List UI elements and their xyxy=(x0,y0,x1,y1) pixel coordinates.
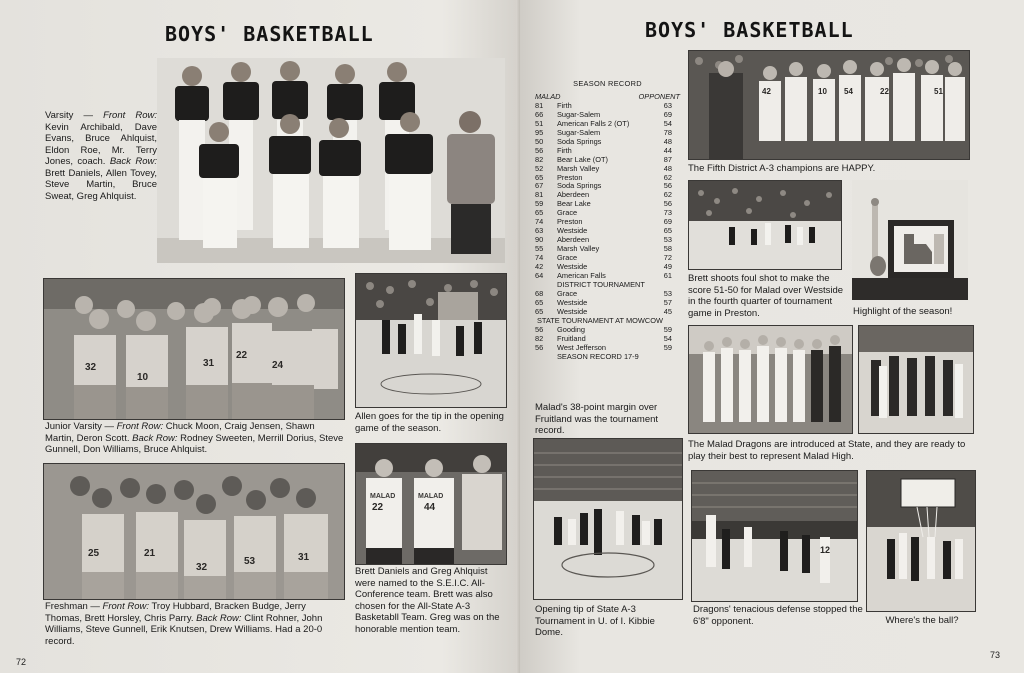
varsity-team-photo xyxy=(157,58,505,263)
introduced-at-state-photo-1 xyxy=(688,325,853,434)
malad-column-label: MALAD xyxy=(535,91,561,101)
malad-score: 66 xyxy=(535,109,544,119)
freshman-caption xyxy=(45,601,345,647)
opponent-score: 73 xyxy=(663,208,672,218)
champions-jersey-number: 10 xyxy=(818,87,827,96)
freshman-jersey-numbers xyxy=(80,548,320,573)
left-page-number: 72 xyxy=(16,657,27,667)
opponent-score: 53 xyxy=(663,235,672,245)
freshman-back-row-label: Back Row: xyxy=(196,612,242,624)
opponent-name: Sugar-Salem xyxy=(557,127,601,137)
opponent-score: 53 xyxy=(663,288,672,298)
freshman-jersey-number: 21 xyxy=(144,548,156,559)
opponent-score: 61 xyxy=(663,271,672,281)
opponent-name: Aberdeen xyxy=(557,190,590,200)
opening-tip-photo xyxy=(533,438,683,600)
champions-jersey-number: 51 xyxy=(934,87,943,96)
malad-score: 55 xyxy=(535,244,544,254)
freshman-jersey-number: 31 xyxy=(298,552,310,563)
malad-score: 64 xyxy=(535,271,544,281)
malad-score: 56 xyxy=(535,342,544,352)
malad-score: 56 xyxy=(535,324,544,334)
malad-score: 82 xyxy=(535,333,544,343)
season-record xyxy=(535,80,680,362)
trophy-photo xyxy=(852,180,968,300)
malad-score: 81 xyxy=(535,190,544,200)
opponent-column-label: OPPONENT xyxy=(638,91,680,101)
malad-score: 63 xyxy=(535,226,544,236)
champions-caption: The Fifth District A-3 champions are HAPPY. xyxy=(688,163,876,174)
freshman-team-photo xyxy=(43,463,345,600)
district-tournament-games xyxy=(535,290,680,317)
opponent-score: 54 xyxy=(663,333,672,343)
opponent-name: American Falls xyxy=(557,271,606,281)
left-page-title: BOYS' BASKETBALL xyxy=(165,22,374,46)
opponent-score: 69 xyxy=(663,109,672,119)
opponent-name: Grace xyxy=(557,288,578,298)
opponent-score: 59 xyxy=(663,342,672,352)
opponent-score: 57 xyxy=(663,297,672,307)
opponent-name: Fruitland xyxy=(557,333,586,343)
freshman-jersey-number: 53 xyxy=(244,556,256,567)
opponent-name: Soda Springs xyxy=(557,136,602,146)
opponent-score: 78 xyxy=(663,127,672,137)
foul-shot-caption: Brett shoots foul shot to make the score 51-50 for Malad over Westside in the fourth quarter of tournament game in Preston. xyxy=(688,273,844,319)
opponent-score: 87 xyxy=(663,154,672,164)
defense-photo xyxy=(691,470,858,602)
malad-score: 51 xyxy=(535,118,544,128)
opponent-score: 56 xyxy=(663,199,672,209)
freshman-jersey-number: 25 xyxy=(88,548,100,559)
opponent-name: Westside xyxy=(557,297,588,307)
malad-score: 56 xyxy=(535,145,544,155)
opponent-score: 62 xyxy=(663,172,672,182)
opponent-name: Sugar-Salem xyxy=(557,109,601,119)
varsity-back-row-label: Back Row: xyxy=(109,156,157,167)
jv-caption xyxy=(45,421,345,456)
malad-score: 74 xyxy=(535,253,544,263)
champions-jersey-number: 42 xyxy=(762,87,771,96)
opponent-name: Bear Lake (OT) xyxy=(557,154,608,164)
allconf-jersey-number: 44 xyxy=(424,502,436,513)
varsity-caption xyxy=(45,110,157,202)
opponent-name: West Jefferson xyxy=(557,342,607,352)
jv-jersey-number: 31 xyxy=(203,358,215,369)
jv-front-row-label: Front Row: xyxy=(116,421,164,432)
malad-score: 67 xyxy=(535,181,544,191)
malad-score: 52 xyxy=(535,163,544,173)
malad-score: 82 xyxy=(535,154,544,164)
state-tournament-heading: STATE TOURNAMENT AT MOWCOW xyxy=(537,315,663,325)
opponent-score: 49 xyxy=(663,262,672,272)
all-conference-caption: Brett Daniels and Greg Ahlquist were named to the S.E.I.C. All-Conference team. Brett was also chosen for the All-State A-3 Basketabll Team. Greg was on the honorable mention team. xyxy=(355,566,500,635)
freshman-front-row-label: Front Row: xyxy=(102,601,150,612)
opponent-score: 48 xyxy=(663,163,672,173)
final-season-record: SEASON RECORD 17-9 xyxy=(557,351,639,361)
opponent-name: American Falls 2 (OT) xyxy=(557,118,630,128)
opponent-name: Firth xyxy=(557,100,572,110)
regular-season-games xyxy=(535,102,680,281)
opponent-name: Westside xyxy=(557,262,588,272)
allconf-team-text-2: MALAD xyxy=(418,493,444,500)
opponent-name: Grace xyxy=(557,208,578,218)
jv-front-row-names: Chuck Moon, Craig Jensen, Shawn Martin, Deron Scott. xyxy=(45,421,315,444)
introduced-at-state-photo-2 xyxy=(858,325,974,434)
opponent-name: Soda Springs xyxy=(557,181,602,191)
varsity-front-row-names: Kevin Archibald, Dave Evans, Bruce Ahlquist, Eldon Roe, Mr. Terry Jones, coach. xyxy=(45,121,157,167)
malad-score: 90 xyxy=(535,235,544,245)
highlight-caption: Highlight of the season! xyxy=(853,306,953,317)
opponent-score: 56 xyxy=(663,181,672,191)
varsity-caption-intro: Varsity — xyxy=(45,110,104,121)
district-tournament-heading: DISTRICT TOURNAMENT xyxy=(557,279,645,289)
jv-jersey-number: 10 xyxy=(137,372,149,383)
season-record-heading: SEASON RECORD xyxy=(573,79,642,88)
malad-score: 65 xyxy=(535,306,544,316)
opponent-score: 44 xyxy=(663,145,672,155)
opponent-score: 63 xyxy=(663,100,672,110)
opponent-name: Bear Lake xyxy=(557,199,591,209)
malad-score: 59 xyxy=(535,199,544,209)
opponent-score: 48 xyxy=(663,136,672,146)
champions-jersey-number: 22 xyxy=(880,87,889,96)
malad-score: 68 xyxy=(535,288,544,298)
jv-jersey-number: 32 xyxy=(85,362,97,373)
opponent-name: Firth xyxy=(557,145,572,155)
opponent-name: Grace xyxy=(557,253,578,263)
freshman-caption-intro: Freshman — xyxy=(45,601,103,612)
malad-score: 95 xyxy=(535,127,544,137)
opponent-name: Preston xyxy=(557,172,583,182)
allconf-jersey-number: 22 xyxy=(372,502,384,513)
opponent-name: Marsh Valley xyxy=(557,244,600,254)
jv-jersey-numbers xyxy=(73,350,313,383)
wheres-the-ball-caption: Where's the ball? xyxy=(885,615,959,626)
freshman-jersey-number: 32 xyxy=(196,562,208,573)
opponent-name: Marsh Valley xyxy=(557,163,600,173)
malad-score: 65 xyxy=(535,297,544,307)
opponent-score: 54 xyxy=(663,118,672,128)
foul-shot-photo xyxy=(688,180,842,270)
opening-tip-caption: Opening tip of State A-3 Tournament in U. of I. Kibbie Dome. xyxy=(535,604,655,638)
champions-photo xyxy=(688,50,970,160)
right-page-title: BOYS' BASKETBALL xyxy=(645,18,854,42)
opponent-name: Aberdeen xyxy=(557,235,590,245)
opponent-name: Westside xyxy=(557,226,588,236)
freshman-front-row-names: Troy Hubbard, Bracken Budge, Jerry Thomas, Brett Horsley, Chris Parry. xyxy=(45,601,306,624)
margin-caption: Malad's 38-point margin over Fruitland was the tournament record. xyxy=(535,402,659,436)
malad-score: 65 xyxy=(535,172,544,182)
jv-jersey-number: 22 xyxy=(236,350,248,361)
tip-caption: Allen goes for the tip in the opening game of the season. xyxy=(355,411,504,434)
introduced-caption: The Malad Dragons are introduced at State, and they are ready to play their best to represent Malad High. xyxy=(688,439,966,462)
malad-score: 81 xyxy=(535,100,544,110)
opponent-score: 59 xyxy=(663,324,672,334)
opponent-name: Preston xyxy=(557,217,583,227)
opponent-name: Gooding xyxy=(557,324,585,334)
opponent-score: 69 xyxy=(663,217,672,227)
champions-jersey-number: 54 xyxy=(844,87,853,96)
tip-off-photo xyxy=(355,273,507,408)
malad-score: 42 xyxy=(535,262,544,272)
opponent-score: 62 xyxy=(663,190,672,200)
varsity-front-row-label: Front Row: xyxy=(103,110,157,121)
jv-back-row-label: Back Row: xyxy=(132,432,178,444)
state-tournament-games xyxy=(535,326,680,353)
opponent-name: Westside xyxy=(557,306,588,316)
allconf-team-text: MALAD xyxy=(370,493,396,500)
opponent-score: 45 xyxy=(663,306,672,316)
varsity-back-row-names: Brett Daniels, Allen Tovey, Steve Martin, Bruce Sweat, Greg Ahlquist. xyxy=(45,167,157,202)
right-page-number: 73 xyxy=(990,650,1001,660)
freshman-back-row-names: Clint Rohner, John Williams, Steve Gunnell, Erik Knutsen, Drew Williams. Had a 20-0 record. xyxy=(45,612,323,647)
malad-score: 65 xyxy=(535,208,544,218)
malad-score: 50 xyxy=(535,136,544,146)
junior-varsity-team-photo xyxy=(43,278,345,420)
opponent-score: 65 xyxy=(663,226,672,236)
jv-caption-intro: Junior Varsity — xyxy=(45,421,117,432)
opponent-score: 58 xyxy=(663,244,672,254)
jv-back-row-names: Rodney Sweeten, Merrill Dorius, Steve Gunnell, Don Williams, Bruce Ahlquist. xyxy=(45,432,344,455)
wheres-the-ball-photo xyxy=(866,470,976,612)
jv-jersey-number: 24 xyxy=(272,360,284,371)
malad-score: 74 xyxy=(535,217,544,227)
opponent-score: 72 xyxy=(663,253,672,263)
defense-caption: Dragons' tenacious defense stopped the 6'8" opponent. xyxy=(693,604,863,627)
defense-jersey-number: 12 xyxy=(820,545,831,555)
